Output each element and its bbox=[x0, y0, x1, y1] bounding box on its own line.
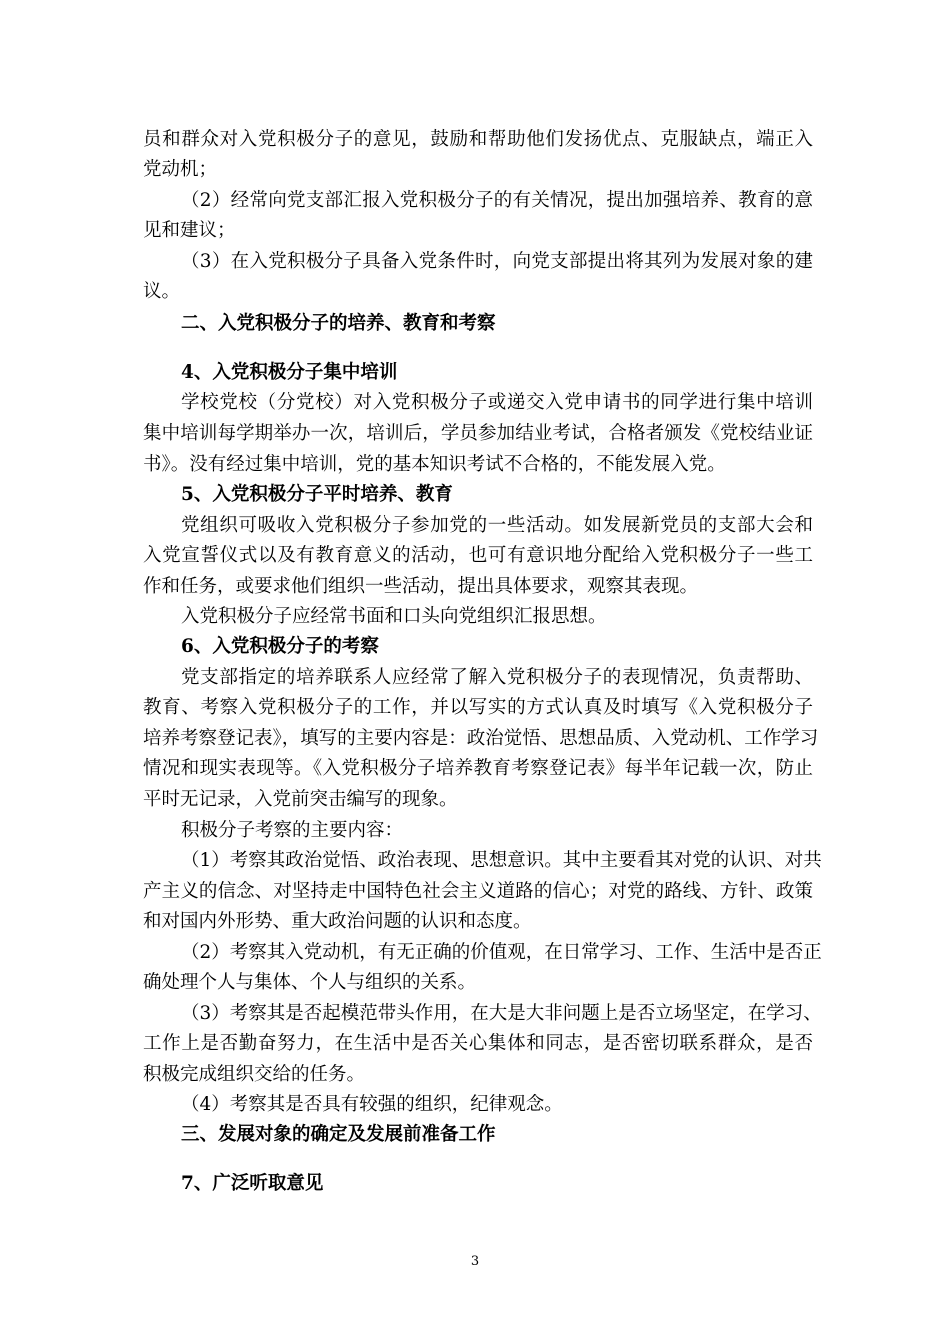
text-line: 情况和现实表现等。《入党积极分子培养教育考察登记表》每半年记载一次，防止 bbox=[143, 758, 813, 779]
text-line: 确处理个人与集体、个人与组织的关系。 bbox=[143, 972, 477, 993]
text-line: 和对国内外形势、重大政治问题的认识和态度。 bbox=[143, 911, 532, 932]
text-line: 产主义的信念、对坚持走中国特色社会主义道路的信心；对党的路线、方针、政策 bbox=[143, 881, 813, 902]
text-line: 集中培训每学期举办一次，培训后，学员参加结业考试，合格者颁发《党校结业证 bbox=[143, 423, 813, 444]
text-line: 学校党校（分党校）对入党积极分子或递交入党申请书的同学进行集中培训 bbox=[181, 392, 813, 413]
text-line: 员和群众对入党积极分子的意见，鼓励和帮助他们发扬优点、克服缺点，端正入 bbox=[143, 129, 813, 150]
text-line: （1）考察其政治觉悟、政治表现、思想意识。其中主要看其对党的认识、对共 bbox=[181, 850, 822, 871]
text-line: 书》。没有经过集中培训，党的基本知识考试不合格的，不能发展入党。 bbox=[143, 454, 726, 475]
page-number: 3 bbox=[470, 1254, 480, 1269]
text-line: 作和任务，或要求他们组织一些活动，提出具体要求，观察其表现。 bbox=[143, 576, 699, 597]
subsection-heading: 4、入党积极分子集中培训 bbox=[181, 362, 398, 383]
text-line: 入党积极分子应经常书面和口头向党组织汇报思想。 bbox=[181, 606, 607, 627]
text-line: 党支部指定的培养联系人应经常了解入党积极分子的表现情况，负责帮助、 bbox=[181, 667, 813, 688]
subsection-heading: 5、入党积极分子平时培养、教育 bbox=[181, 484, 453, 505]
text-line: （3）在入党积极分子具备入党条件时，向党支部提出将其列为发展对象的建 bbox=[181, 251, 813, 272]
text-line: 议。 bbox=[143, 281, 181, 302]
text-line: 培养考察登记表》，填写的主要内容是：政治觉悟、思想品质、入党动机、工作学习 bbox=[143, 728, 819, 749]
text-line: 积极完成组织交给的任务。 bbox=[143, 1064, 366, 1085]
section-heading: 二、入党积极分子的培养、教育和考察 bbox=[181, 313, 496, 334]
text-line: （2）考察其入党动机，有无正确的价值观，在日常学习、工作、生活中是否正 bbox=[181, 942, 822, 963]
text-line: 积极分子考察的主要内容： bbox=[181, 820, 404, 841]
subsection-heading: 7、广泛听取意见 bbox=[181, 1173, 324, 1194]
text-line: 工作上是否勤奋努力，在生活中是否关心集体和同志，是否密切联系群众，是否 bbox=[143, 1033, 813, 1054]
section-heading: 三、发展对象的确定及发展前准备工作 bbox=[181, 1124, 496, 1145]
text-line: 平时无记录，入党前突击编写的现象。 bbox=[143, 789, 458, 810]
text-line: （2）经常向党支部汇报入党积极分子的有关情况，提出加强培养、教育的意 bbox=[181, 190, 813, 211]
text-line: 见和建议； bbox=[143, 220, 236, 241]
text-line: 教育、考察入党积极分子的工作，并以写实的方式认真及时填写《入党积极分子 bbox=[143, 697, 813, 718]
text-line: 入党宣誓仪式以及有教育意义的活动，也可有意识地分配给入党积极分子一些工 bbox=[143, 545, 813, 566]
text-line: （3）考察其是否起模范带头作用，在大是大非问题上是否立场坚定，在学习、 bbox=[181, 1003, 822, 1024]
text-line: 党组织可吸收入党积极分子参加党的一些活动。如发展新党员的支部大会和 bbox=[181, 515, 813, 536]
subsection-heading: 6、入党积极分子的考察 bbox=[181, 636, 379, 657]
text-line: （4）考察其是否具有较强的组织，纪律观念。 bbox=[181, 1094, 563, 1115]
text-line: 党动机； bbox=[143, 159, 218, 180]
